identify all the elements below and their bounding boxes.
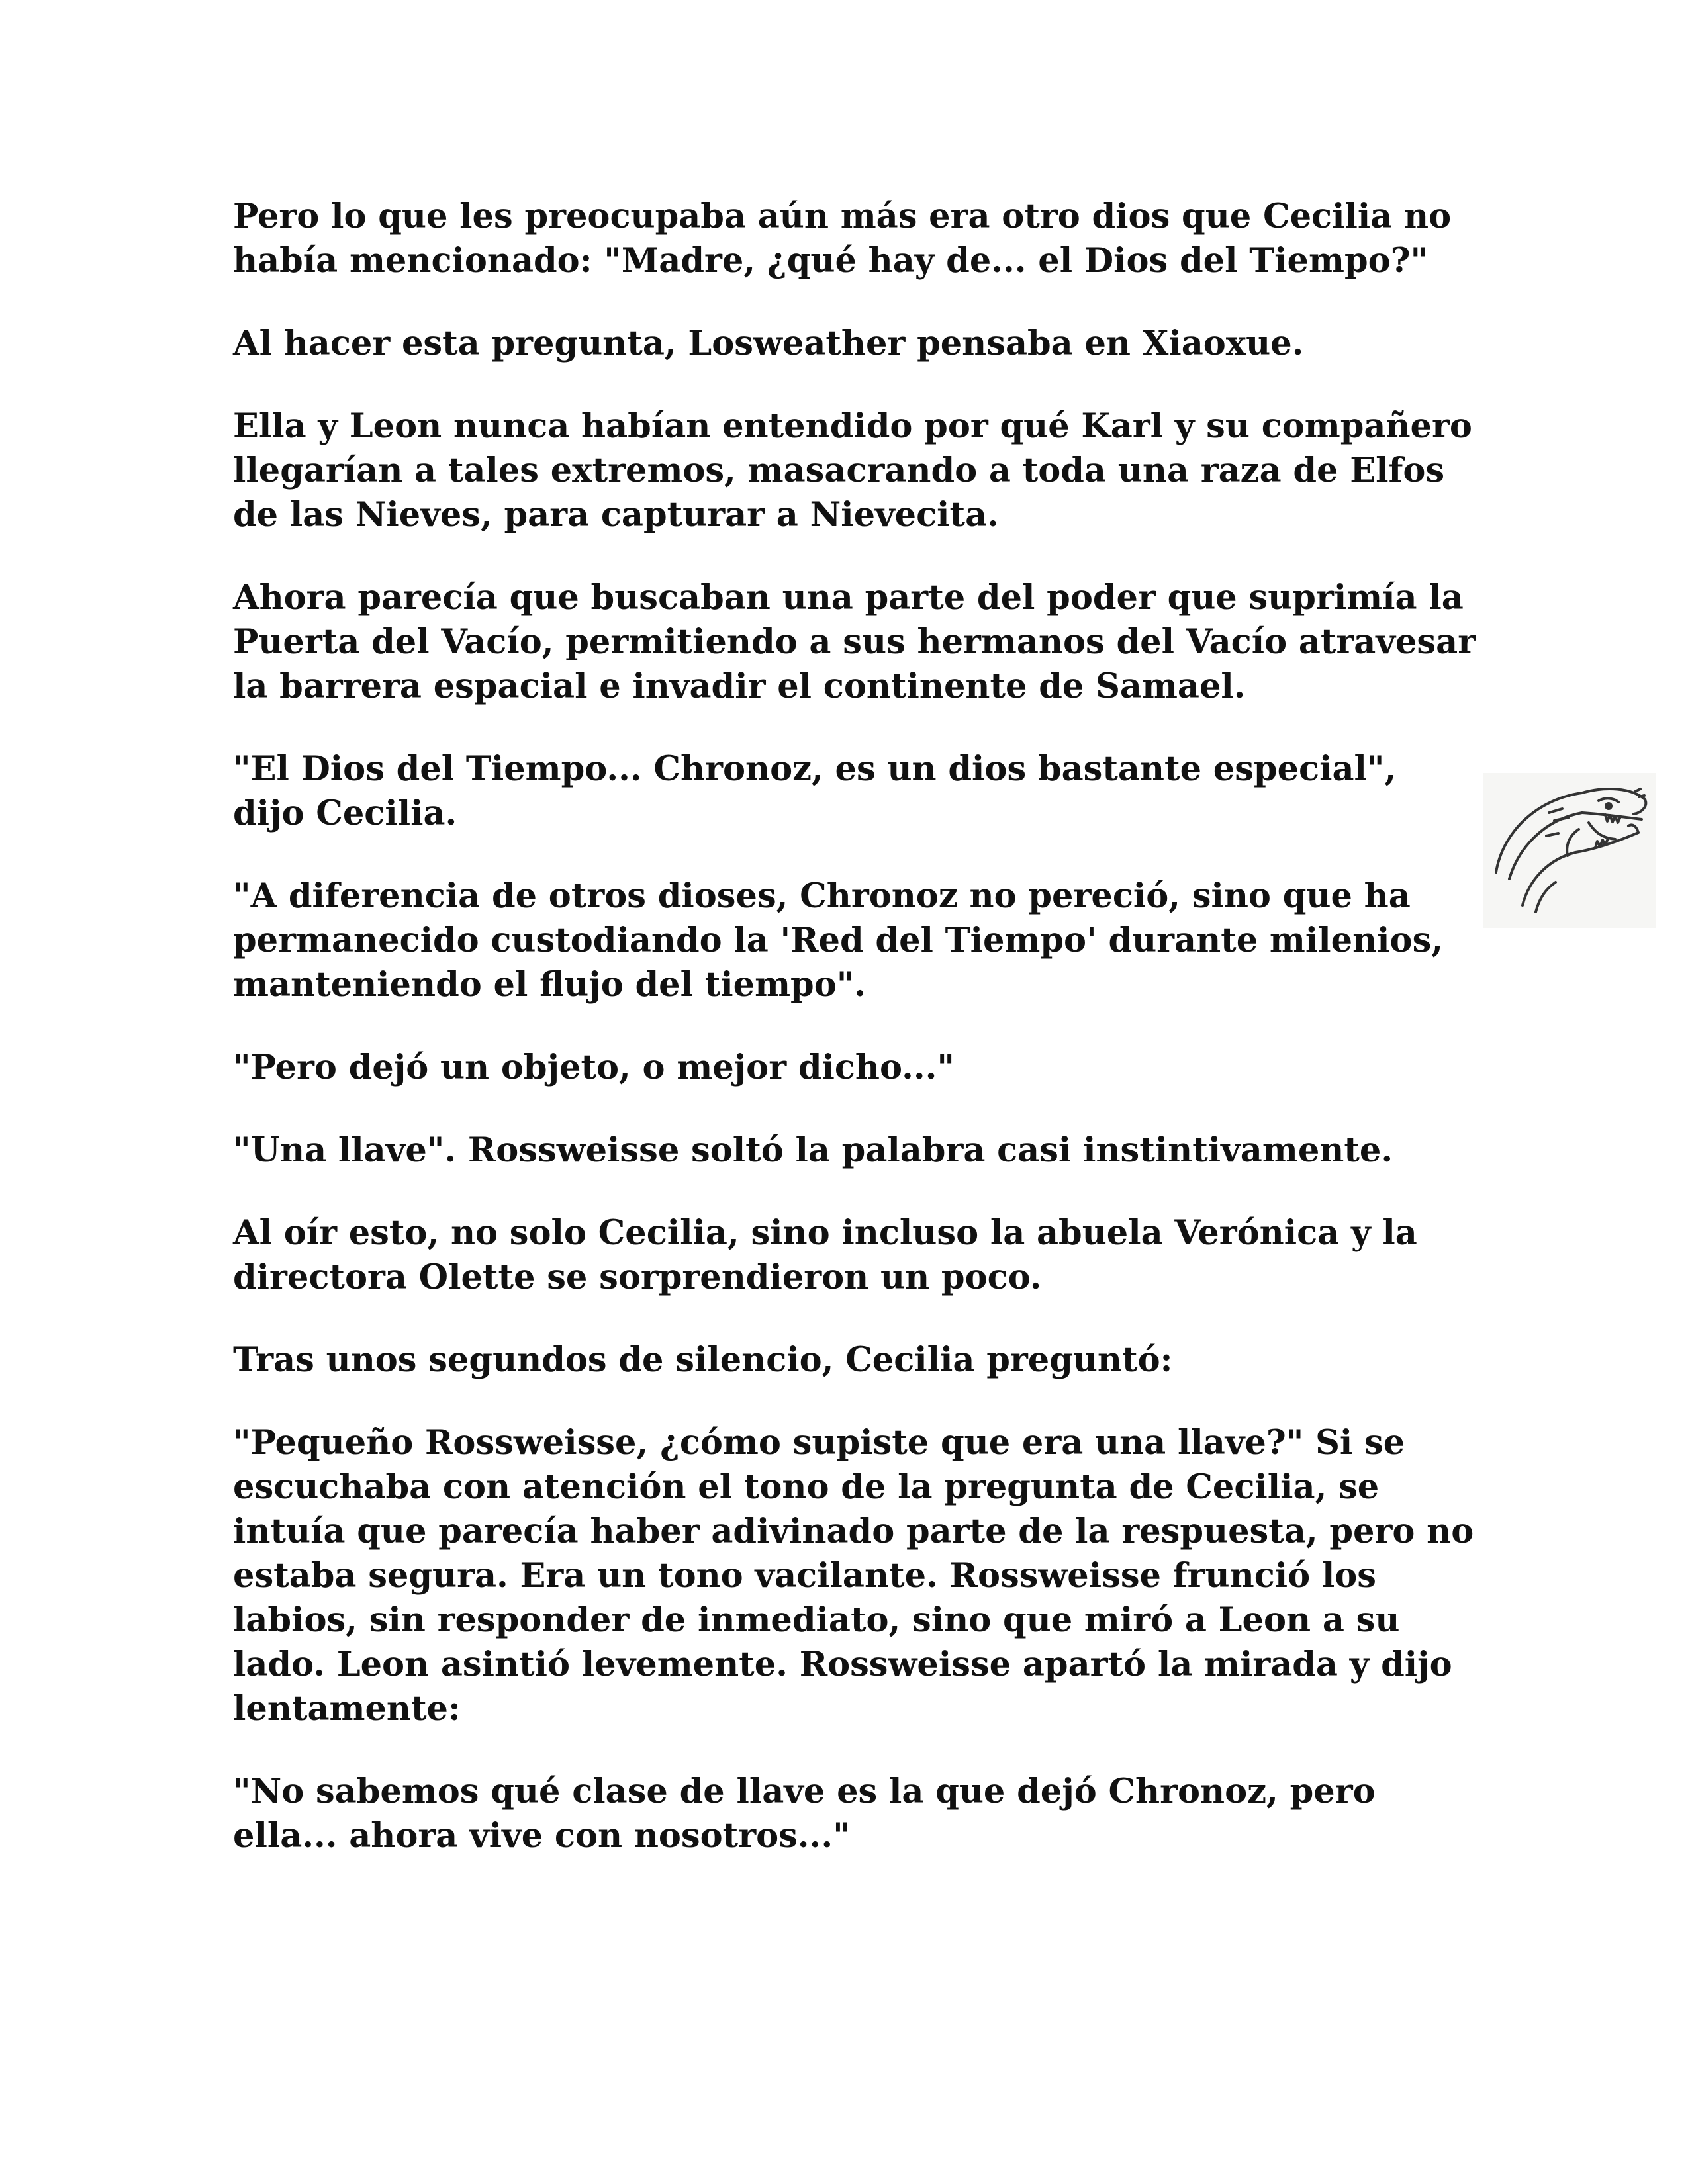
dinosaur-head-sketch-icon [1483,773,1656,928]
paragraph-11: "Pequeño Rossweisse, ¿cómo supiste que era una llave?" Si se escuchaba con atención el tono de la pregunta de Cecilia, se intuía que parecía haber adivinado parte de la respuesta, pero no estaba segura. Era un tono vacilante. Rossweisse frunció los labios, sin responder de inmediato, sino que miró a Leon a su lado. Leon asintió levemente. Rossweisse apartó la mirada y dijo lentamente: [233,1423,1474,1729]
dinosaur-sketch-svg [1483,773,1656,928]
paragraph-9: Al oír esto, no solo Cecilia, sino incluso la abuela Verónica y la directora Olette se sorprendieron un poco. [233,1213,1417,1297]
paragraph-4: Ahora parecía que buscaban una parte del poder que suprimía la Puerta del Vacío, permitiendo a sus hermanos del Vacío atravesar la barrera espacial e invadir el continente de Samael. [233,578,1476,706]
paragraph-8: "Una llave". Rossweisse soltó la palabra casi instintivamente. [233,1130,1393,1170]
paragraph-3: Ella y Leon nunca habían entendido por qué Karl y su compañero llegarían a tales extremos, masacrando a toda una raza de Elfos de las Nieves, para capturar a Nievecita. [233,406,1472,535]
paragraph-7: "Pero dejó un objeto, o mejor dicho..." [233,1048,955,1087]
paragraph-12: "No sabemos qué clase de llave es la que dejó Chronoz, pero ella... ahora vive con nosotros..." [233,1772,1376,1856]
body-text [233,195,1477,1897]
paragraph-1: Pero lo que les preocupaba aún más era otro dios que Cecilia no había mencionado: "Madre, ¿qué hay de... el Dios del Tiempo?" [233,197,1452,281]
paragraph-6: "A diferencia de otros dioses, Chronoz no pereció, sino que ha permanecido custodiando la 'Red del Tiempo' durante milenios, manteniendo el flujo del tiempo". [233,876,1444,1005]
paragraph-5: "El Dios del Tiempo... Chronoz, es un dios bastante especial", dijo Cecilia. [233,749,1397,833]
paragraph-10: Tras unos segundos de silencio, Cecilia preguntó: [233,1340,1173,1380]
paragraph-2: Al hacer esta pregunta, Losweather pensaba en Xiaoxue. [233,324,1304,363]
